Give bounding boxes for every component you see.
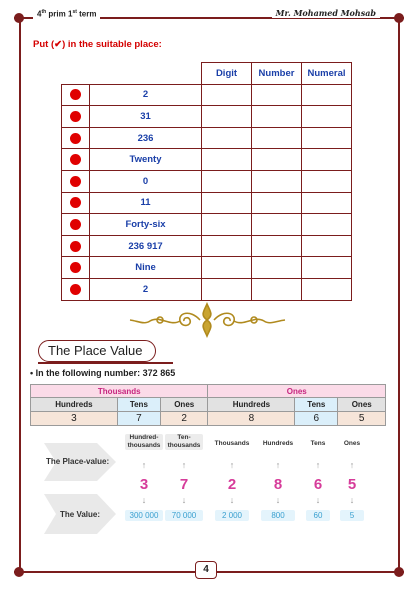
red-dot-icon	[70, 111, 81, 122]
check-row	[62, 84, 352, 106]
numeral-check-cell[interactable]	[302, 84, 352, 106]
pv-header: Hundreds	[208, 398, 295, 412]
numeral-check-cell[interactable]	[302, 127, 352, 149]
check-row	[62, 106, 352, 128]
check-row	[62, 278, 352, 300]
check-row	[62, 257, 352, 279]
diagram-digit: 3	[139, 476, 149, 493]
digit-check-cell[interactable]	[202, 214, 252, 236]
place-value-label: The Place-value:	[46, 457, 110, 466]
place-name: Ten- thousands	[165, 434, 203, 450]
digit-check-cell[interactable]	[202, 257, 252, 279]
row-value: 2	[90, 278, 202, 300]
diagram-value: 2 000	[215, 510, 249, 521]
red-dot-icon	[70, 241, 81, 252]
number-check-cell[interactable]	[252, 170, 302, 192]
corner-dot-icon	[394, 567, 404, 577]
row-value: Forty-six	[90, 214, 202, 236]
header-number: Number	[252, 63, 302, 85]
digit-check-cell[interactable]	[202, 235, 252, 257]
numeral-check-cell[interactable]	[302, 149, 352, 171]
check-row	[62, 192, 352, 214]
bullet-cell	[62, 170, 90, 192]
pv-digit: 6	[295, 412, 338, 426]
place-value-table	[30, 384, 386, 426]
down-arrow-icon: ↓	[315, 495, 321, 505]
numeral-check-cell[interactable]	[302, 278, 352, 300]
numeral-check-cell[interactable]	[302, 235, 352, 257]
number-check-cell[interactable]	[252, 149, 302, 171]
group-thousands: Thousands	[31, 385, 208, 398]
digit-check-cell[interactable]	[202, 84, 252, 106]
corner-dot-icon	[14, 13, 24, 23]
number-check-cell[interactable]	[252, 106, 302, 128]
down-arrow-icon: ↓	[181, 495, 187, 505]
row-value: 236	[90, 127, 202, 149]
diagram-value: 5	[340, 510, 364, 521]
place-name: Tens	[310, 440, 326, 447]
bullet-cell	[62, 214, 90, 236]
pv-header: Tens	[295, 398, 338, 412]
up-arrow-icon: ↑	[181, 460, 187, 470]
check-row	[62, 235, 352, 257]
check-table	[61, 62, 352, 301]
numeral-check-cell[interactable]	[302, 106, 352, 128]
pv-header: Tens	[117, 398, 160, 412]
place-name: Hundreds	[262, 440, 294, 447]
up-arrow-icon: ↑	[141, 460, 147, 470]
row-value: Nine	[90, 257, 202, 279]
diagram-digit: 7	[179, 476, 189, 493]
diagram-value: 300 000	[125, 510, 163, 521]
corner-dot-icon	[394, 13, 404, 23]
down-arrow-icon: ↓	[275, 495, 281, 505]
bullet-cell	[62, 235, 90, 257]
frame-left-border	[19, 17, 21, 573]
digit-check-cell[interactable]	[202, 127, 252, 149]
page-number: 4	[195, 561, 217, 579]
bullet-cell	[62, 127, 90, 149]
diagram-digit: 6	[313, 476, 323, 493]
numeral-check-cell[interactable]	[302, 257, 352, 279]
row-value: 31	[90, 106, 202, 128]
group-ones: Ones	[208, 385, 386, 398]
numeral-check-cell[interactable]	[302, 214, 352, 236]
place-name: Ones	[343, 440, 361, 447]
red-dot-icon	[70, 197, 81, 208]
number-check-cell[interactable]	[252, 278, 302, 300]
row-value: 0	[90, 170, 202, 192]
digit-check-cell[interactable]	[202, 149, 252, 171]
red-dot-icon	[70, 176, 81, 187]
pv-digit: 3	[31, 412, 118, 426]
pv-digit: 5	[338, 412, 386, 426]
corner-dot-icon	[14, 567, 24, 577]
digit-check-cell[interactable]	[202, 106, 252, 128]
header-grade-term: 4th prim 1st term	[33, 9, 100, 19]
up-arrow-icon: ↑	[349, 460, 355, 470]
number-check-cell[interactable]	[252, 84, 302, 106]
pv-digit: 7	[117, 412, 160, 426]
digit-check-cell[interactable]	[202, 170, 252, 192]
check-row	[62, 170, 352, 192]
bullet-cell	[62, 84, 90, 106]
diagram-value: 800	[261, 510, 295, 521]
place-name: Thousands	[214, 440, 250, 447]
red-dot-icon	[70, 262, 81, 273]
number-check-cell[interactable]	[252, 214, 302, 236]
header-digit: Digit	[202, 63, 252, 85]
decorative-ornament-icon	[120, 301, 295, 339]
diagram-value: 70 000	[165, 510, 203, 521]
down-arrow-icon: ↓	[349, 495, 355, 505]
down-arrow-icon: ↓	[141, 495, 147, 505]
red-dot-icon	[70, 154, 81, 165]
section-title: The Place Value	[38, 340, 156, 362]
row-value: 2	[90, 84, 202, 106]
diagram-digit: 5	[347, 476, 357, 493]
check-row	[62, 127, 352, 149]
number-check-cell[interactable]	[252, 127, 302, 149]
red-dot-icon	[70, 133, 81, 144]
bullet-cell	[62, 192, 90, 214]
numeral-check-cell[interactable]	[302, 192, 352, 214]
check-row	[62, 149, 352, 171]
header-author: Mr. Mohamed Mohsab	[272, 8, 380, 18]
check-row	[62, 214, 352, 236]
number-check-cell[interactable]	[252, 235, 302, 257]
red-dot-icon	[70, 89, 81, 100]
diagram-digit: 8	[273, 476, 283, 493]
bullet-cell	[62, 149, 90, 171]
row-value: 11	[90, 192, 202, 214]
number-check-cell[interactable]	[252, 257, 302, 279]
header-numeral: Numeral	[302, 63, 352, 85]
instruction-text: Put (✔) in the suitable place:	[33, 39, 162, 50]
down-arrow-icon: ↓	[229, 495, 235, 505]
pv-header: Hundreds	[31, 398, 118, 412]
pv-digit: 2	[160, 412, 208, 426]
pv-sentence: • In the following number: 372 865	[30, 368, 176, 378]
bullet-cell	[62, 257, 90, 279]
up-arrow-icon: ↑	[315, 460, 321, 470]
row-value: 236 917	[90, 235, 202, 257]
frame-right-border	[398, 17, 400, 573]
bullet-cell	[62, 106, 90, 128]
up-arrow-icon: ↑	[275, 460, 281, 470]
number-check-cell[interactable]	[252, 192, 302, 214]
pv-digit: 8	[208, 412, 295, 426]
red-dot-icon	[70, 219, 81, 230]
section-title-underline	[38, 362, 173, 364]
place-name: Hundred- thousands	[125, 434, 163, 450]
row-value: Twenty	[90, 149, 202, 171]
up-arrow-icon: ↑	[229, 460, 235, 470]
bullet-cell	[62, 278, 90, 300]
digit-check-cell[interactable]	[202, 278, 252, 300]
numeral-check-cell[interactable]	[302, 170, 352, 192]
pv-number: 372 865	[142, 368, 176, 378]
diagram-value: 60	[306, 510, 330, 521]
red-dot-icon	[70, 284, 81, 295]
digit-check-cell[interactable]	[202, 192, 252, 214]
pv-header: Ones	[338, 398, 386, 412]
diagram-digit: 2	[227, 476, 237, 493]
pv-header: Ones	[160, 398, 208, 412]
value-label: The Value:	[60, 510, 101, 519]
